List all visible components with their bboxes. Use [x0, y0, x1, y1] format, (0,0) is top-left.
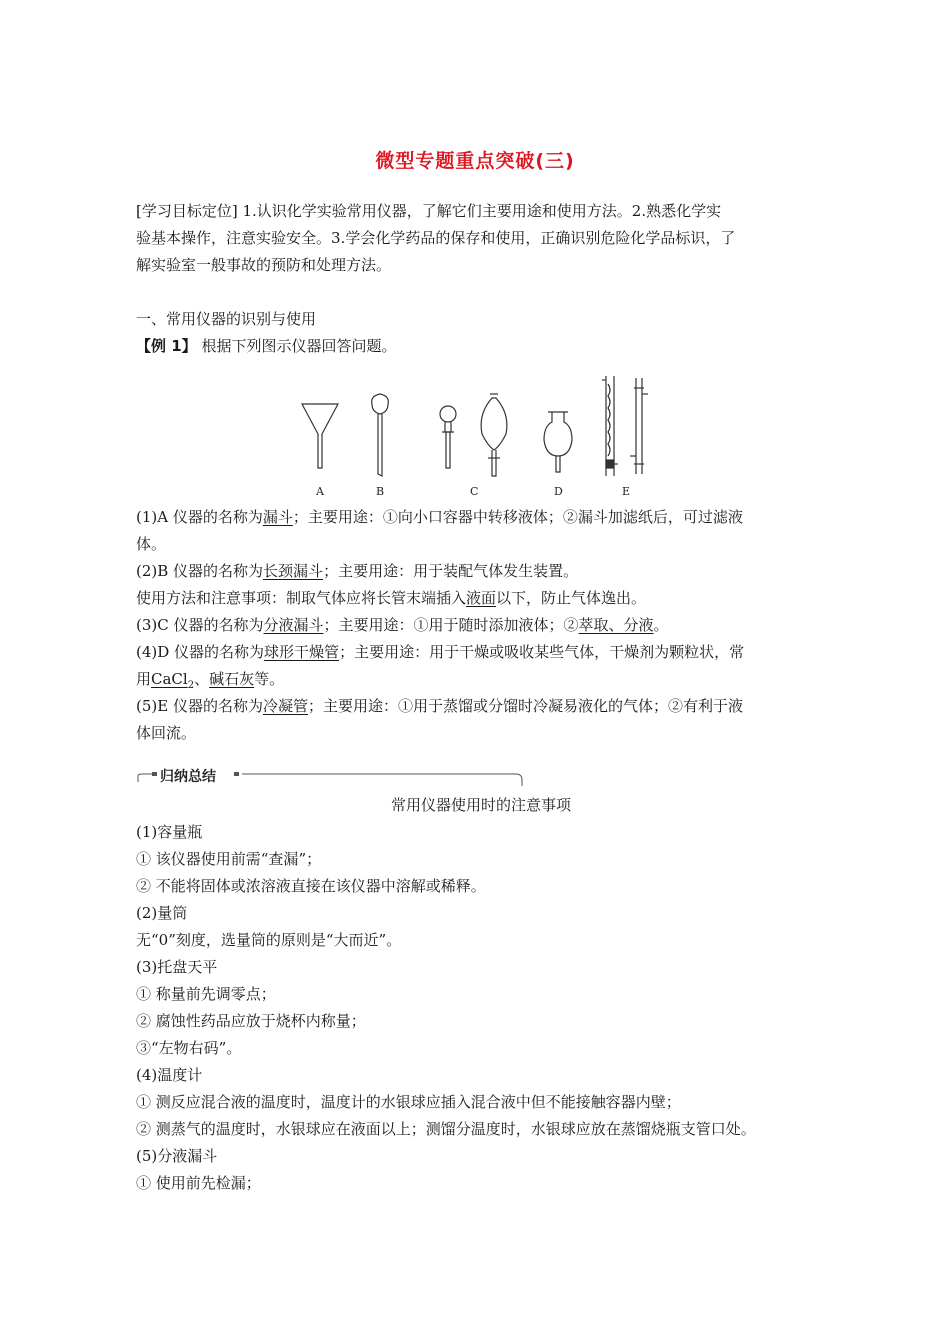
answer-blank: 分液漏斗 — [263, 616, 324, 634]
summary-line: ② 腐蚀性药品应放于烧杯内称量； — [136, 1012, 366, 1030]
page-title: 微型专题重点突破(三) — [375, 150, 575, 172]
objectives-line-1: [学习目标定位] 1.认识化学实验常用仪器，了解它们主要用途和使用方法。2.熟悉化学实 — [136, 202, 722, 220]
section-heading: 一、常用仪器的识别与使用 — [136, 310, 317, 328]
answer-4: (4)D 仪器的名称为球形干燥管；主要用途：用于干燥或吸收某些气体，干燥剂为颗粒状，常 — [136, 643, 745, 661]
example-line — [136, 333, 826, 360]
summary-line: (4)温度计 — [136, 1066, 203, 1084]
answer-3: (3)C 仪器的名称为分液漏斗；主要用途：①用于随时添加液体；②萃取、分液。 — [136, 616, 669, 634]
bulb-condenser-drawing — [602, 376, 618, 476]
answer-2-usage: 使用方法和注意事项：制取气体应将长管末端插入液面以下，防止气体逸出。 — [136, 589, 647, 607]
summary-tag: 归纳总结 — [160, 769, 216, 785]
example-text: 根据下列图示仪器回答问题。 — [201, 337, 397, 355]
summary-header — [136, 762, 526, 790]
answer-1: (1)A 仪器的名称为漏斗；主要用途：①向小口容器中转移液体；②漏斗加滤纸后，可过滤液 — [136, 508, 743, 526]
summary-line: 无“0”刻度，选量筒的原则是“大而近”。 — [136, 931, 402, 949]
objectives-line-2: 验基本操作，注意实验安全。3.学会化学药品的保存和使用，正确识别危险化学品标识，了 — [136, 229, 736, 247]
figure-label-a: A — [316, 485, 324, 498]
answer-blank: 碱石灰 — [209, 670, 255, 688]
separatory-funnel-round-drawing — [440, 406, 456, 468]
figure-label-e: E — [622, 485, 631, 498]
answer-blank: 球形干燥管 — [264, 643, 340, 661]
answer-4-cont: 用CaCl$_2$、碱石灰等。 — [136, 670, 285, 691]
summary-line: (3)托盘天平 — [136, 958, 218, 976]
summary-line: ② 测蒸气的温度时，水银球应在液面以上；测馏分温度时，水银球应放在蒸馏烧瓶支管口处。 — [136, 1120, 756, 1138]
figure-label-c: C — [470, 485, 479, 498]
answer-5-cont: 体回流。 — [136, 724, 197, 742]
figure-label-d: D — [554, 485, 563, 498]
objectives-line-3: 解实验室一般事故的预防和处理方法。 — [136, 256, 392, 274]
summary-line: (1)容量瓶 — [136, 823, 203, 841]
answer-blank: 长颈漏斗 — [263, 562, 324, 580]
example-tag: 【例 1】 — [136, 337, 197, 355]
summary-subtitle: 常用仪器使用时的注意事项 — [390, 796, 571, 814]
answer-blank: 萃取、分液 — [578, 616, 654, 634]
answer-blank: 漏斗 — [262, 508, 293, 526]
summary-line: ② 不能将固体或浓溶液直接在该仪器中溶解或稀释。 — [136, 877, 486, 895]
separatory-funnel-pear-drawing — [481, 394, 507, 476]
answer-blank: 液面 — [466, 589, 497, 607]
drying-tube-drawing — [544, 412, 572, 472]
summary-line: ① 称量前先调零点； — [136, 985, 276, 1003]
apparatus-figure — [290, 364, 670, 504]
summary-line: (2)量筒 — [136, 904, 188, 922]
answer-blank: CaCl$_2$ — [151, 670, 195, 691]
figure-label-b: B — [376, 485, 385, 498]
summary-line: ③“左物右码”。 — [136, 1039, 242, 1057]
answer-blank: 冷凝管 — [262, 697, 308, 715]
straight-condenser-drawing — [630, 378, 648, 474]
answer-5: (5)E 仪器的名称为冷凝管；主要用途：①用于蒸馏或分馏时冷凝易液化的气体；②有利于液 — [136, 697, 743, 715]
answer-2: (2)B 仪器的名称为长颈漏斗；主要用途：用于装配气体发生装置。 — [136, 562, 579, 580]
summary-line: ① 使用前先检漏； — [136, 1174, 261, 1192]
answer-1-cont: 体。 — [136, 535, 167, 553]
summary-line: ① 该仪器使用前需“查漏”； — [136, 850, 322, 868]
summary-line: ① 测反应混合液的温度时，温度计的水银球应插入混合液中但不能接触容器内壁； — [136, 1093, 681, 1111]
long-neck-funnel-drawing — [372, 394, 389, 476]
funnel-drawing — [302, 404, 338, 468]
summary-line: (5)分液漏斗 — [136, 1147, 218, 1165]
